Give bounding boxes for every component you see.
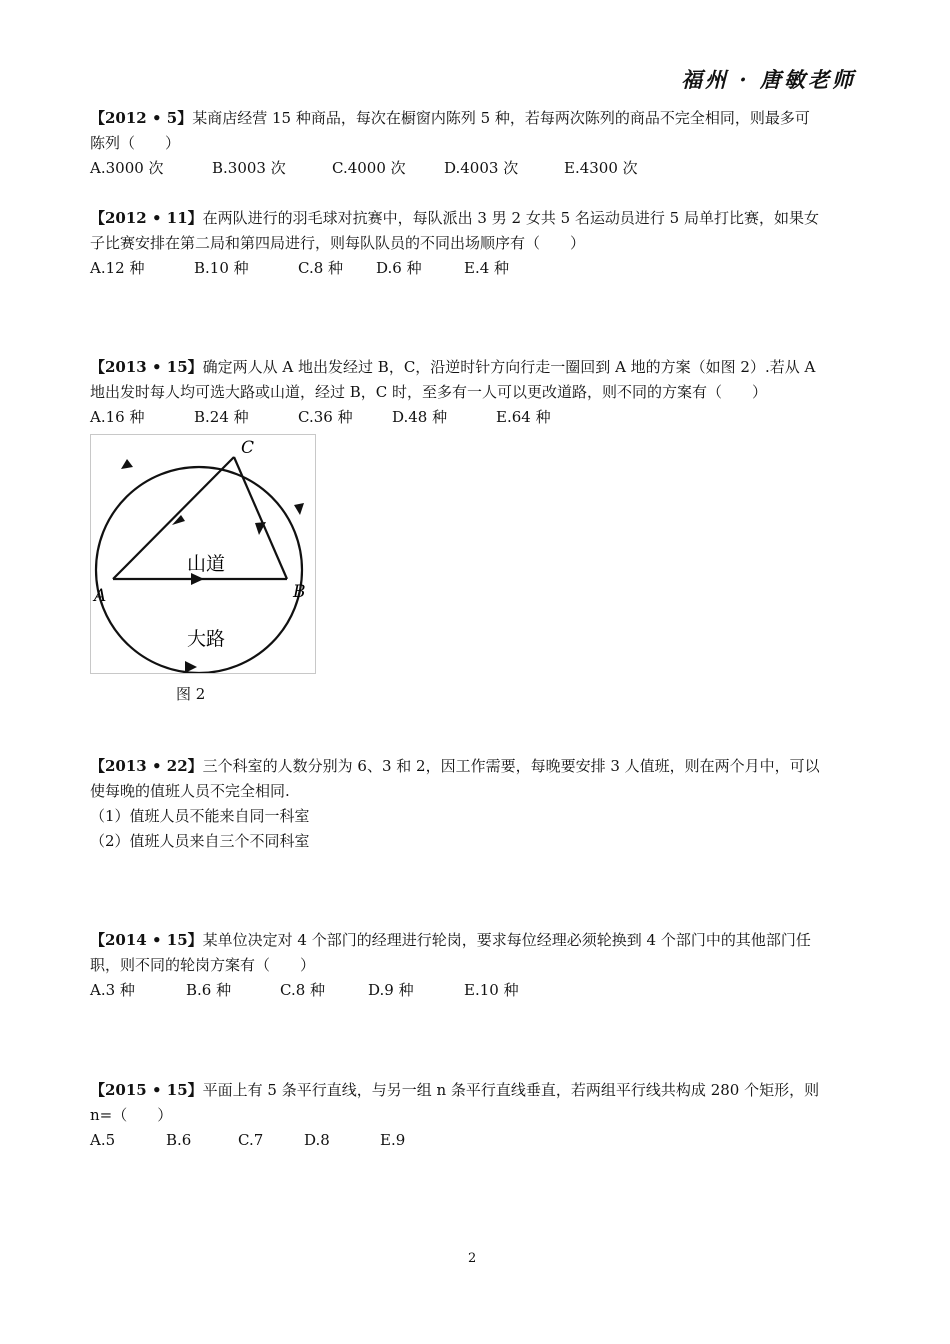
option-c: C.8 种 bbox=[280, 981, 326, 999]
answer-options bbox=[90, 1128, 862, 1153]
question-tag: 【2013 • 15】 bbox=[90, 358, 203, 376]
answer-options bbox=[90, 256, 862, 281]
question-text: 在两队进行的羽毛球对抗赛中，每队派出 3 男 2 女共 5 名运动员进行 5 局单打比赛，如果女 bbox=[202, 209, 819, 227]
option-c: C.8 种 bbox=[298, 259, 344, 277]
page-number: 2 bbox=[468, 1251, 477, 1266]
question-text: 职，则不同的轮岗方案有（ ） bbox=[90, 956, 316, 974]
question-2012-5 bbox=[90, 106, 862, 181]
option-d: D.9 种 bbox=[368, 981, 414, 999]
option-d: D.6 种 bbox=[376, 259, 422, 277]
option-e: E.9 bbox=[380, 1131, 406, 1149]
question-tag: 【2012 • 11】 bbox=[90, 209, 203, 227]
chord-bc bbox=[234, 457, 287, 579]
condition-1: （1）值班人员不能来自同一科室 bbox=[90, 807, 310, 825]
question-text: 三个科室的人数分别为 6、3 和 2，因工作需要，每晚要安排 3 人值班，则在两个月中，可以 bbox=[202, 757, 820, 775]
figure-2 bbox=[90, 434, 316, 674]
question-tag: 【2014 • 15】 bbox=[90, 931, 203, 949]
answer-options bbox=[90, 405, 862, 430]
option-b: B.3003 次 bbox=[212, 159, 286, 177]
option-c: C.4000 次 bbox=[332, 159, 406, 177]
option-a: A.12 种 bbox=[90, 259, 145, 277]
question-2012-11 bbox=[90, 206, 862, 281]
route-diagram bbox=[91, 435, 315, 673]
option-c: C.7 bbox=[238, 1131, 264, 1149]
option-d: D.8 bbox=[304, 1131, 330, 1149]
question-text: 地出发时每人均可选大路或山道，经过 B，C 时，至多有一人可以更改道路，则不同的方案有（ ） bbox=[90, 383, 768, 401]
question-text: 子比赛安排在第二局和第四局进行，则每队队员的不同出场顺序有（ ） bbox=[90, 234, 586, 252]
question-2014-15 bbox=[90, 928, 862, 1003]
question-text: 平面上有 5 条平行直线，与另一组 n 条平行直线垂直，若两组平行线共构成 280 个矩形，则 bbox=[202, 1081, 820, 1099]
label-mountain-road: 山道 bbox=[187, 553, 226, 575]
label-point-b: B bbox=[293, 582, 306, 602]
option-b: B.24 种 bbox=[194, 408, 249, 426]
option-c: C.36 种 bbox=[298, 408, 353, 426]
question-text: 确定两人从 A 地出发经过 B，C，沿逆时针方向行走一圈回到 A 地的方案（如图 2）.若从 A bbox=[202, 358, 816, 376]
question-text: 某商店经营 15 种商品，每次在橱窗内陈列 5 种，若每两次陈列的商品不完全相同，则最多可 bbox=[192, 109, 810, 127]
option-e: E.4300 次 bbox=[564, 159, 638, 177]
option-b: B.6 种 bbox=[186, 981, 232, 999]
question-text: 使每晚的值班人员不完全相同. bbox=[90, 782, 290, 800]
arrow-arc-ca-icon bbox=[121, 459, 133, 469]
label-point-a: A bbox=[94, 586, 107, 606]
label-main-road: 大路 bbox=[187, 628, 226, 650]
option-e: E.4 种 bbox=[464, 259, 510, 277]
answer-options bbox=[90, 156, 862, 181]
question-text: 陈列（ ） bbox=[90, 134, 181, 152]
question-2015-15 bbox=[90, 1078, 862, 1153]
option-e: E.10 种 bbox=[464, 981, 519, 999]
option-b: B.6 bbox=[166, 1131, 192, 1149]
question-tag: 【2013 • 22】 bbox=[90, 757, 203, 775]
option-a: A.5 bbox=[90, 1131, 116, 1149]
option-d: D.4003 次 bbox=[444, 159, 519, 177]
question-tag: 【2012 • 5】 bbox=[90, 109, 193, 127]
option-a: A.3000 次 bbox=[90, 159, 164, 177]
arrow-arc-bc-icon bbox=[294, 503, 304, 515]
question-2013-22 bbox=[90, 754, 862, 854]
question-2013-15 bbox=[90, 355, 862, 430]
answer-options bbox=[90, 978, 862, 1003]
option-a: A.3 种 bbox=[90, 981, 135, 999]
option-a: A.16 种 bbox=[90, 408, 145, 426]
arrow-arc-ab-icon bbox=[185, 661, 197, 673]
option-e: E.64 种 bbox=[496, 408, 551, 426]
label-point-c: C bbox=[241, 438, 255, 458]
option-b: B.10 种 bbox=[194, 259, 249, 277]
author-header: 福州 · 唐敏老师 bbox=[681, 67, 856, 92]
question-text: 某单位决定对 4 个部门的经理进行轮岗，要求每位经理必须轮换到 4 个部门中的其他部门任 bbox=[202, 931, 811, 949]
question-text: n=（ ） bbox=[90, 1106, 173, 1124]
condition-2: （2）值班人员来自三个不同科室 bbox=[90, 832, 310, 850]
option-d: D.48 种 bbox=[392, 408, 448, 426]
figure-caption: 图 2 bbox=[176, 685, 206, 703]
question-tag: 【2015 • 15】 bbox=[90, 1081, 203, 1099]
